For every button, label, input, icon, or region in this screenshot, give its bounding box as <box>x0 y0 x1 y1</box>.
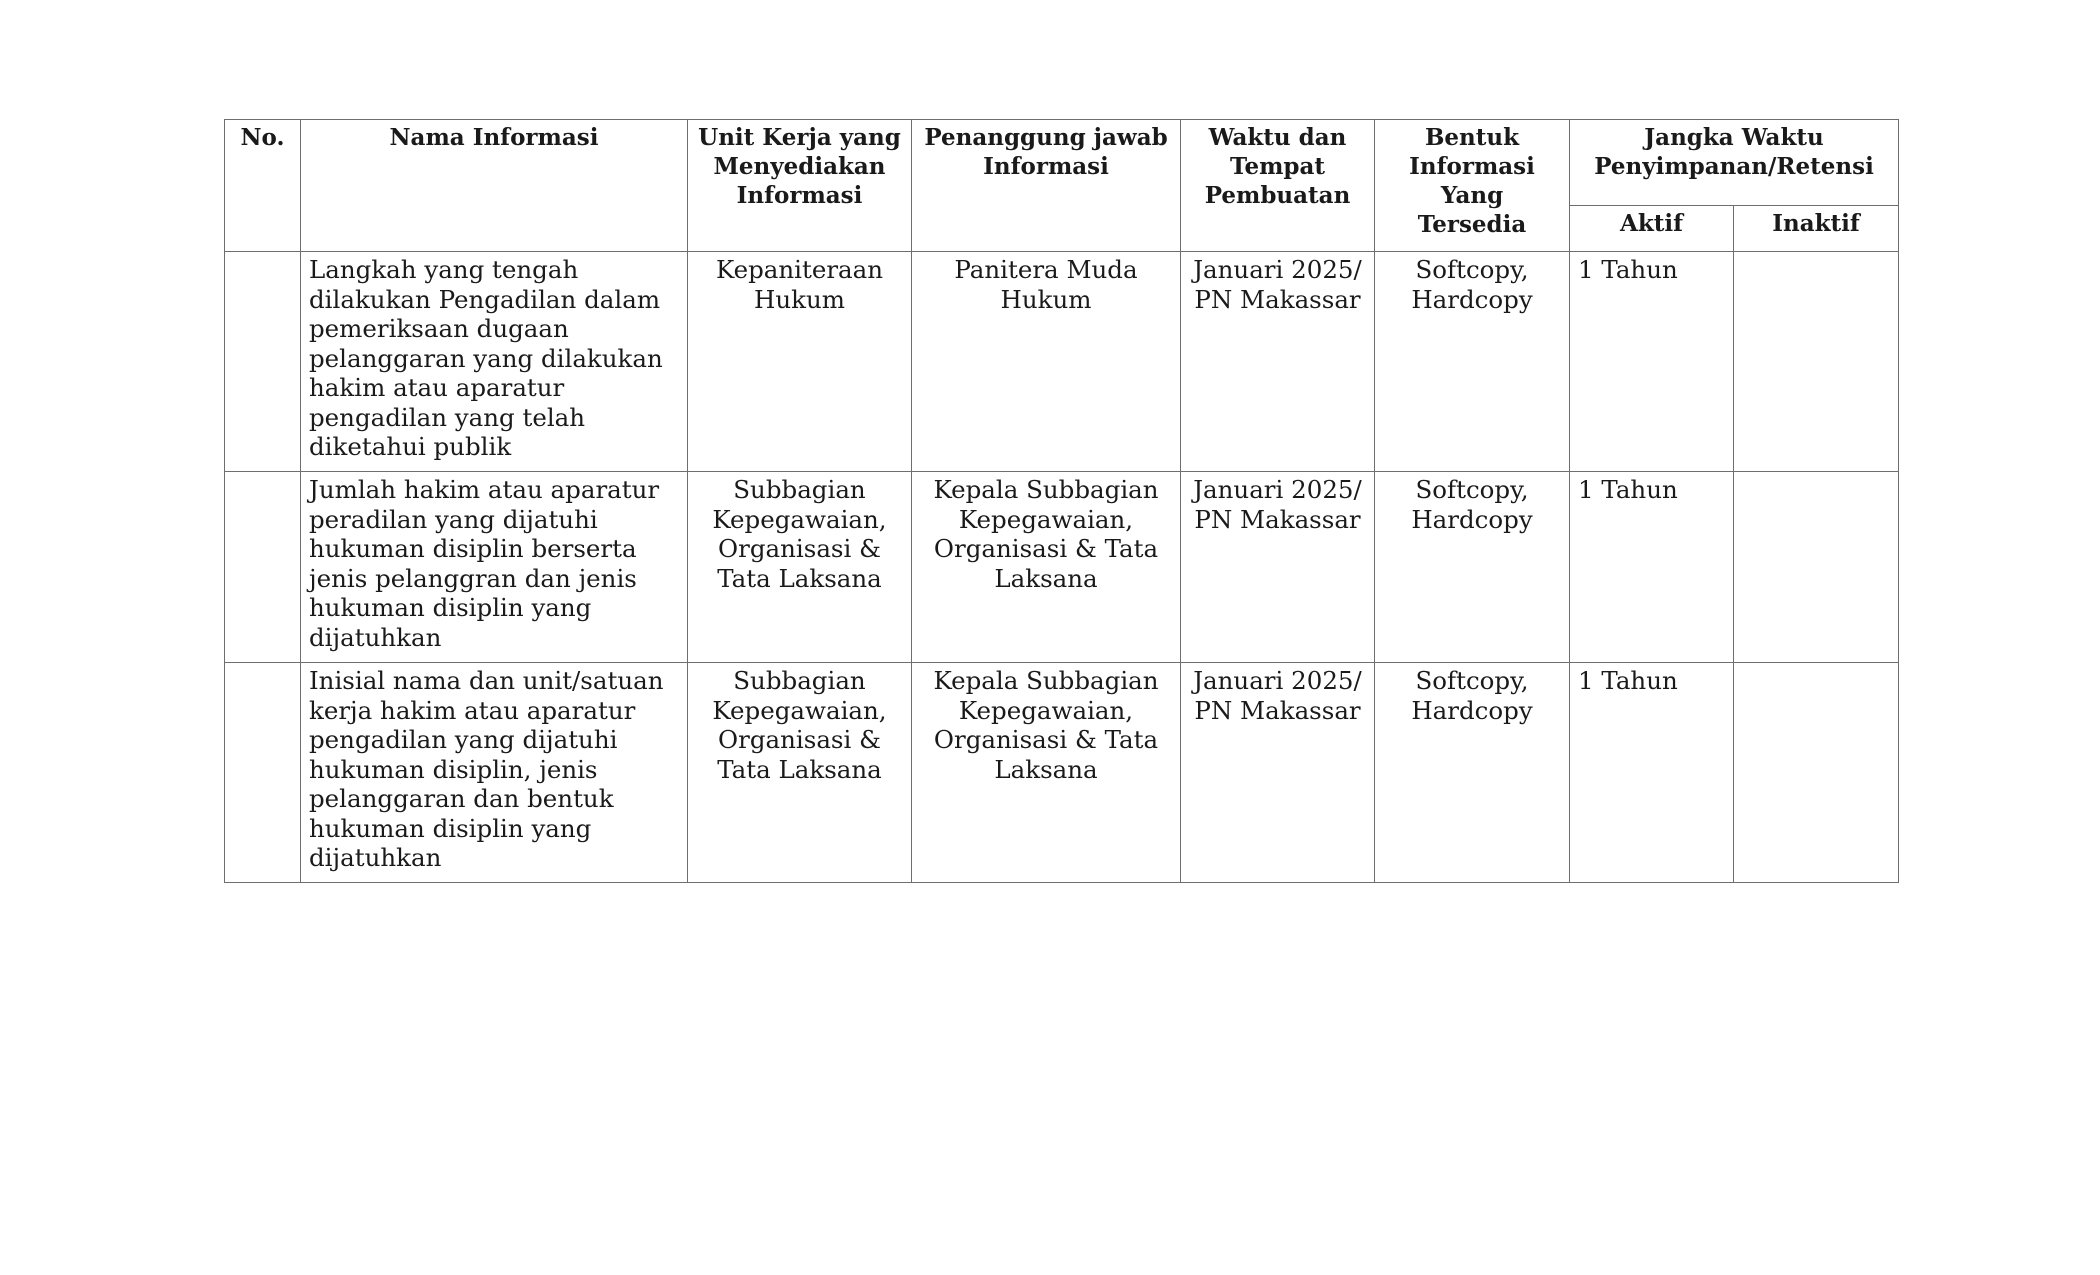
header-inaktif: Inaktif <box>1734 206 1899 252</box>
header-unit-kerja: Unit Kerja yang Menyediakan Informasi <box>688 120 912 252</box>
cell-nama-informasi: Jumlah hakim atau aparatur peradilan yang dijatuhi hukuman disiplin berserta jenis pelanggran dan jenis hukuman disiplin yang dijatuhkan <box>301 472 688 663</box>
header-waktu-tempat: Waktu dan Tempat Pembuatan <box>1181 120 1375 252</box>
cell-waktu-tempat: Januari 2025/ PN Makassar <box>1181 472 1375 663</box>
cell-unit-kerja: Kepaniteraan Hukum <box>688 252 912 472</box>
cell-aktif: 1 Tahun <box>1570 663 1734 883</box>
cell-unit-kerja: Subbagian Kepegawaian, Organisasi & Tata Laksana <box>688 472 912 663</box>
information-table <box>224 119 1899 883</box>
header-nama-informasi: Nama Informasi <box>301 120 688 252</box>
cell-bentuk-informasi: Softcopy, Hardcopy <box>1375 663 1570 883</box>
cell-penanggung-jawab: Panitera Muda Hukum <box>912 252 1181 472</box>
header-bentuk-informasi: Bentuk Informasi Yang Tersedia <box>1375 120 1570 252</box>
cell-aktif: 1 Tahun <box>1570 472 1734 663</box>
cell-bentuk-informasi: Softcopy, Hardcopy <box>1375 472 1570 663</box>
table-row <box>225 472 1899 663</box>
header-row <box>225 120 1899 206</box>
cell-no <box>225 663 301 883</box>
cell-waktu-tempat: Januari 2025/ PN Makassar <box>1181 663 1375 883</box>
cell-no <box>225 472 301 663</box>
header-aktif: Aktif <box>1570 206 1734 252</box>
header-jangka-waktu: Jangka Waktu Penyimpanan/Retensi <box>1570 120 1899 206</box>
cell-inaktif <box>1734 663 1899 883</box>
cell-unit-kerja: Subbagian Kepegawaian, Organisasi & Tata Laksana <box>688 663 912 883</box>
cell-no <box>225 252 301 472</box>
cell-bentuk-informasi: Softcopy, Hardcopy <box>1375 252 1570 472</box>
cell-aktif: 1 Tahun <box>1570 252 1734 472</box>
header-no: No. <box>225 120 301 252</box>
cell-waktu-tempat: Januari 2025/ PN Makassar <box>1181 252 1375 472</box>
table-row <box>225 663 1899 883</box>
cell-penanggung-jawab: Kepala Subbagian Kepegawaian, Organisasi & Tata Laksana <box>912 663 1181 883</box>
cell-inaktif <box>1734 252 1899 472</box>
table-row <box>225 252 1899 472</box>
cell-penanggung-jawab: Kepala Subbagian Kepegawaian, Organisasi & Tata Laksana <box>912 472 1181 663</box>
header-penanggung-jawab: Penanggung jawab Informasi <box>912 120 1181 252</box>
cell-inaktif <box>1734 472 1899 663</box>
cell-nama-informasi: Langkah yang tengah dilakukan Pengadilan dalam pemeriksaan dugaan pelanggaran yang dilakukan hakim atau aparatur pengadilan yang telah diketahui publik <box>301 252 688 472</box>
cell-nama-informasi: Inisial nama dan unit/satuan kerja hakim atau aparatur pengadilan yang dijatuhi hukuman disiplin, jenis pelanggaran dan bentuk hukuman disiplin yang dijatuhkan <box>301 663 688 883</box>
